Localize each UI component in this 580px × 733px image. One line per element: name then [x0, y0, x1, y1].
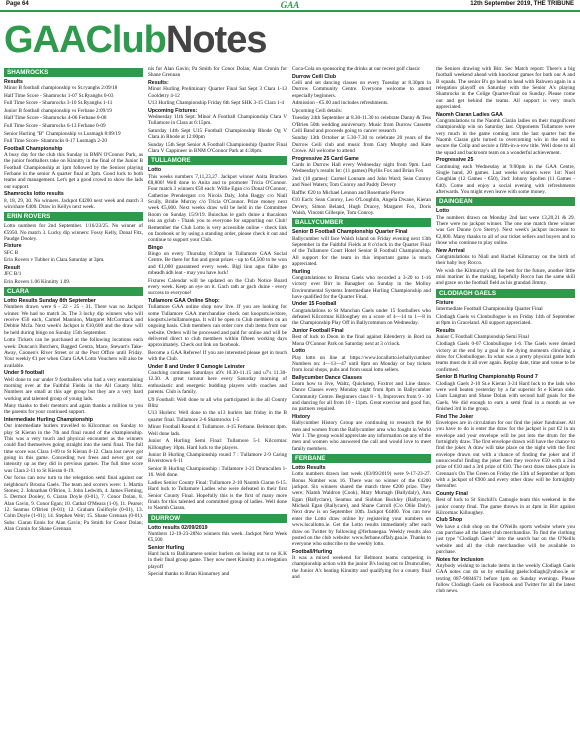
subheading: Lotto results 02/09/2019	[148, 524, 208, 531]
subheading: Intermediate Hurling Championship	[4, 417, 93, 423]
paragraph: Bingo on every Thursday 8:30pm in Tullamore GAA Social Centre. Be there for fun and great prizes - up to €4,500 to be won and €1,000 guaranteed every week. Bígí linn agus fáilte go mbeadh ádh leat - may you have luck!	[148, 251, 287, 277]
paragraph: Our intermediate hurlers travelled to Kilcormac on Sunday to play St Kieran in the 7th and final round of the championship. This was a very touch and physical encounter as the winners could find themselves going straight into the semi final. The full time score was Clara 1-09 to St Kieran 0-12. Clara lost never got going in this game. Conceding two frees and never got our intensity up as they did in previous games. The full time score was Clara 2-11 to St Kieran 0-19.	[4, 423, 143, 474]
paragraph: Junior B Hurling Championship round 7 : Tullamore 2-9 Caring Riverstown 6-11	[148, 452, 287, 465]
paragraph: 2nd: (10 games): Carmel Lonnam and John Ward; Sean Conroy and Noel Waters; Tom Conroy and Paddy Devery	[292, 175, 431, 189]
subheading: Find The Joker	[436, 413, 474, 420]
column-2	[148, 66, 287, 728]
paragraph: Our focus can now turn to the relegation semi final against our neighbour's Brosna Gaels. The team and scorers were: 1. Martin Stones; 2. Johnathan O'Brien, 3. John Ledwith, 4. James Fleming, 5. Dermot Dooley, 6. Ciaran Doyle (0-01), 7. Conor Dolan, 8. Alan Gavin, 9. Conor Egan; 10. Cathal O'Meara (1-0), 11. Pearse; 12. Seamus O'Brien (0-01); 12. Graham Guilfoyle (0-01), 13. Colm Doyle (1-01); 14. Stephen Weir; 15. Shane Grennan (0-01). Subs: Ciaran Ennis for Alan Gavin; Pa Smith for Conor Dolan; Alan Cronin for Shane Grennan	[4, 475, 143, 533]
subheading: Under 9 football	[4, 370, 44, 377]
subheading: Junior Football Final	[292, 327, 344, 334]
article-columns	[4, 66, 576, 728]
paragraph: Clodiagh Gaels 0-07 Clonbullogue 1-6. The Gaels were denied victory at the end by a goal in the dying moments clinching a draw for Clonbullogue. In what was a pretty physical game both teams must do it all over again. Replay date, time and venue to be confirmed.	[436, 341, 575, 373]
subheading: Shamrocks lotto results	[4, 191, 64, 198]
club-section-header: DAINGEAN	[436, 197, 575, 206]
paragraph: Full Time Score - Shamrocks 3-10 St.Ryanghs 1-11	[4, 100, 113, 107]
subheading: Football/Hurling	[292, 548, 333, 555]
page-title: GAAClubNotes	[4, 19, 267, 61]
subheading: Ballycumber Dance Classes	[292, 374, 363, 381]
paragraph: We have a club shop on the O'Neills sports website where you can purchase all the latest club merchandise. To find the clothing just type "Clodiagh Gaels" into the search bar on the O'Neills website and all the club merchandise will be available to purchase.	[436, 523, 575, 556]
paragraph: nis for Alan Gavin; Pa Smith for Conor Dolan; Alan Cronin for Shane Grennan	[148, 66, 287, 79]
paragraph: Become a GAA Referee! If you are interested please get in touch with the Club.	[148, 349, 287, 363]
paragraph: Ladies Senior County Final: Tullamore 2-10 Naomh Ciaran 6-15. Hard luck to Tullamore Ladies who were defeated in their first Senior County Final. Hopefully this is the first of many more finals for this talented and committed group of ladies. Well done to Naomh Ciaran.	[148, 479, 287, 512]
subheading: Fixture	[4, 243, 22, 250]
paragraph: U9 Football: Well done to all who participated in the all County Blitz	[148, 396, 287, 409]
subheading: County Final	[436, 490, 468, 497]
subheading: New Arrival	[436, 247, 465, 254]
paragraph: U13 Hurlers: Well done to the u13 hurlers last friday in the B quarter final. Tullamore 2-6 Shamrocks 1-5	[148, 410, 287, 423]
paragraph: Learn how to Jive, Waltz, Quickstep, Foxtrot and Line dance. Dance Classes every Monday night from 8pm in Ballycumber Community Centre. Beginners class 8 - 9, Improvers from 9 - 10 and dancing for all from 10 - 11pm. Great exercise and good fun, no partners required.	[292, 381, 431, 413]
subheading: Senior Hurling	[148, 544, 185, 551]
column-3	[292, 66, 431, 728]
paragraph: Ceili and set dancing classes on every Tuesday at 8.30pm in Durrow Community Centre. Everyone welcome to attend especially beginners.	[292, 79, 431, 99]
club-section-header: DURROW	[148, 514, 287, 523]
paragraph: Senior B Hurling Championship : Tullamore 1-21 Drumcullen 1-16. Well done.	[148, 465, 287, 479]
club-section-header: CLARA	[4, 287, 143, 296]
paragraph: SFC B	[4, 249, 19, 256]
paragraph: Play lotto on line at https://www.locallotto.ie/ballycumber/ Numbers on: 4—13—47 until 8pm on Monday or buy tickets from local shops, pubs and from usual lotto sellers.	[292, 354, 431, 374]
subheading: Lotto	[436, 208, 450, 215]
paragraph: Many thanks to their mentors and again thanks a million to you the parents for your continued support.	[4, 403, 143, 416]
paragraph: Upcoming Ceili details:	[292, 107, 343, 114]
paragraph: Admission - €5.00 and includes refreshments.	[292, 100, 389, 107]
subheading: Football Championship	[4, 145, 63, 152]
paragraph: The numbers drawn on Monday 2nd last were 13,20,21 & 29. There were no jackpot winner. The one one match three winner was Ger Dunne (c/o Sterry). Next week's jackpot increases to €2,800. Many thanks to all of our ticket sellers and buyers and to those who continue to play online.	[436, 214, 575, 246]
paragraph: Lotto Tickets can be purchased at the following locations each week: Duncan's Butchers, Bagged Centra, Mace, Stewart's Take-Away, Coonen's River Street or at the Post Office until Friday. Your weekly €1 per when Clara GAA Lotto Vouchers will also be available.	[4, 337, 143, 369]
subheading: Lotto	[292, 348, 306, 355]
subheading: Durrow Ceili Club	[292, 73, 337, 80]
paragraph: Senior Hurling "B" Championship vs Lusmagh 8:09/19	[4, 130, 121, 137]
paragraph: This weeks numbers 7,11,23,27. Jackpot winner Anita Bracken €8,800! Well done to Anita and to promoter Tricia O'Connor. Four match 3 winners €50 each: Willie Egan c/o Donal O'Connor, Catherine Prendergast c/o Nicola Daly, John Baggy c/o Niall Scully, Bridie Murray c/o Tricia O'Connor. Prize money next week €5,000. Next weeks draw will be held in the Committee Room on Sunday 15/9/19. Buiochas le gach duine a thacaíonn leis an gclub - Thank you to everyone for supporting our Club! Remember the Club Lotto is very accessible online - check link on facebook or by using a standing order, please check it out and continue to support your Club.	[148, 173, 287, 244]
paragraph: Raffle: €20 to Michael Lennon and Rosemarie Pierce	[292, 189, 405, 196]
paragraph: Lotto numbers drawn last week (03/09/2019) were 9-17-23-27. Bonus Number was 16. There was no winner of the €4200 jackpot. Six winners shared the match three €200 prize. They were; Niamh Waldron (Cook), Mary Murtagh (Ballydaly), Ann Egan (Ballyclare), Seamus and Siobhan Buckley (Ballycare), Micheál Egan (Ballycare), and Shane Carroll (C/o Ollie Daly). Next draw is on September 10th. Jackpot €4400. You can now enter the Lotto draw online by registering your numbers on www.locallotto.ie. Get the Lotto results immediately after each draw on Twitter by following @ferbanegaa. Weekly results also posted on the club website: www.ferbane.offaly.gaa.ie. Thanks to everyone who subscribe to the weekly lotto.	[292, 471, 431, 548]
subheading: Senior B Football Championship Quarter Final	[292, 229, 408, 236]
paragraph: the Seniors drawing with Birr. Sec Match report: There's a big football weekend ahead with knockout games for both our A and B squads. The senior B's go head to head with Rahwen again in a relegation playoff on Saturday with the Senior A's playing Shamrocks in the Colige Quarter-final on Sunday. Please come out and get behind the teams. All support is very much appreciated.	[436, 66, 575, 111]
paragraph: Wednesday 11th Sept: Minor A Football Championship Clara V Tullamore in Clara at 6:15pm.	[148, 113, 287, 127]
paragraph: Congratulations to Brosna Gaels who recorded a 3-20 to 1-16 victory over Birr in Banagher on Sunday in the Molloy Environmental Systems Intermediate Hurling Championship and have qualified for the Quarter Final.	[292, 274, 431, 300]
subheading: History	[292, 414, 311, 420]
paragraph: Half Time Score - Shamrocks 1-07 St.Ryanghs 0-03	[4, 92, 114, 99]
subheading: Lotto Results Sunday 8th September	[4, 298, 96, 305]
paragraph: Sunday 13th October at 5.30-7.30 to celebrate 20 years of the Durrow Ceili club and music from Gary Murphy and Kate Crowe. All welcome to attend	[292, 135, 431, 155]
paragraph: Continuing each Wednesday at 9:00pm in the GAA Centre, Single hand, 20 games. Last weeks winners were: 1st: Noel Coughlan (12 Games - €50), 2nd: Johnny Spollen (11 Games - €40). Come and enjoy a social evening with refreshments afterwards. You might even leave with some money.	[436, 163, 575, 195]
paragraph: 8, 18, 29, 30. No winners. Jackpot €4200 next week and match 3 win/share €400. Draw in Kellys next week.	[4, 197, 143, 210]
paragraph: Erin Rovers 1.06 Kinnitty 1.09.	[4, 278, 71, 285]
paragraph: We wish the Kilmurray's all the best for the future, another little mini mariner in the making, hopefully Rocco has the same skill and grace on the football field as his grandad Jimmy.	[436, 267, 575, 287]
paragraph: Numbers drawn were 6 - 22 - 25 - 31. There was no Jackpot winner. We had no match 3s. The 3 lucky dip winners who will receive €50 each, Carmel Mannion, Margaret McCormack and Debbie McIa. Next week's Jackpot is €10,600 and the draw will be held during bingo on Sunday 15th September.	[4, 304, 143, 336]
paragraph: Coca-Cola on sponsoring the drinks at our recent golf classic	[292, 66, 421, 72]
paragraph: JFC B/1	[4, 271, 22, 278]
paragraph: Hard luck to Ballinamere senior hurlers on losing out to no K.K in their final group game. They now meet Kinnitty in a relegation playoff	[148, 551, 287, 570]
subheading: Upcoming Fixtures:	[148, 107, 198, 114]
paragraph: Lotto numbers for 2nd September. 1/16/23/25. No winner of €5950. No match 3. Lucky dip winners: Fossy Kelly, Donal Fitz, Paudge Dooley.	[4, 223, 143, 242]
column-4	[436, 66, 575, 728]
section-label: GAA	[280, 0, 300, 10]
paragraph: Minor Football Round 4: Tullamore. 4-15 Ferbane. Belmont 4pm. Well done lads.	[148, 424, 287, 437]
club-section-header: FERBANE	[292, 454, 431, 463]
page-header	[0, 0, 580, 12]
club-section-header: ERIN ROVERS	[4, 212, 143, 221]
paragraph: Full Time Score - Shamrocks 6-13 Ferbane 0-09	[4, 123, 106, 129]
paragraph: Tuesday 24th September at 8.30-11.30 to celebrate Danny & Tess O'Brien 50th wedding anniversary. Music from Durrow Cassette Ceili Band and proceeds going to cancer research	[292, 115, 431, 134]
paragraph: Best of luck to Doon in the final against Edenderry in Bord na Mona O'Connor Park on Saturday next at 3 o'clock.	[292, 334, 431, 347]
paragraph: Numbers 12-19-23-28No winners this week. Jackpot Next Week €5,500	[148, 530, 287, 544]
paragraph: Envelopes are in circulation for our find the joker fundraiser. All you have to do is enter the draw for the jackpot is put €2 in an envelope and your envelope will be put into the drum for the fortnightly draw. The first envelope drawn will have the chance to find the joker. A draw will take place on the night with the first envelope drawn out with a chance of finding the joker and if unsuccessful finding the joker then they receive €50 with a 2nd prize of €10 and a 3rd prize of €10. The next draw takes place in Grennan's On The Green on Friday the 13th of September at 9pm with a jackpot of €900 and every other draw will be fortnightly thereafter.	[436, 419, 575, 490]
subheading: Lotto Results	[292, 465, 326, 472]
paragraph: Ballycumber History Group are continuing to research the 80 men and women from the Ballycumber area who fought in World War 1. The group would appreciate any information on any of the men and women who answered the call and would love to meet family members.	[292, 420, 431, 452]
subheading: Bingo	[148, 244, 163, 251]
subheading: Progressive 25	[436, 157, 474, 164]
page-number: Page 64	[6, 1, 29, 7]
paragraph: Junior C Football Championship Semi Final	[436, 333, 529, 340]
subheading: Under 15 Football	[292, 301, 337, 308]
paragraph: Congratulations to Niall and Rachel Kilmurray on the birth of their baby boy Rocco.	[436, 253, 575, 267]
subheading: Progressive 25 Card Game	[292, 155, 359, 162]
paragraph: Clodiagh Gaels 2-10 St.e Kieran 3-24 Hard luck to the lads who were well beaten yesterday by a far superior St e Kieran side. Liam Langtun and Shane Dolan with second half goals for the Gaels. We did enough to earn a semi final in a month as we finished 3rd in the group.	[436, 380, 575, 412]
club-section-header: TULLAMORE	[148, 156, 287, 165]
subheading: Results	[436, 327, 455, 334]
paragraph: Anybody wishing to include items in the weekly Clodiagh Gaels GAA notes can do so by emailing gaelsclodiagh@yahoo.ie or texting 087-9684671 before 1pm on Sunday evenings. Please follow Clodiagh Gaels on Facebook and Twitter for all the latest club news.	[436, 563, 575, 595]
subheading: Club Shop	[436, 517, 463, 524]
paragraph: It was a mixed weekend for Belmont teams competing in championship action with the junior B's losing out to Drumcullen, the Junior A's beating Kinnitty and qualifying for a county final and	[292, 555, 431, 581]
paragraph: Coaching continues Saturdays u9's 10.30-11.15 and u7's 11.30-12.30. A great turnout here every Saturday morning of enthusiastic and energetic budding players with coaches and parents. Club is family.	[148, 370, 287, 396]
paragraph: A busy day for the club this Sunday in BMN O'Connor Park, as the junior footballers take on Kinnitty in the final of the Junior B Football Championship at 1pm followed by the Seniors playing Ferbane in the senior A quarter final at 3pm. Good luck to both teams and management. Let's get a good crowd to show the lads our support.	[4, 151, 143, 190]
paragraph: Best of luck to St Sinchill's Camogie team this weekend in the junior county final. The game throws in at 4pm in Birr against Kilcormac Killoughey.	[436, 497, 575, 516]
club-section-header: SHAMROCKS	[4, 68, 143, 77]
club-section-header: BALLYCUMBER	[292, 218, 431, 227]
subheading: Lotto	[148, 167, 162, 174]
paragraph: Congratulations to the Naomh Ciarán ladies on their magnificent championship win on Saturday last. Opponents Tullamore were very much in the game coming into the last quarter but the Naomh Ciaran girls turned to overcoming win in the end to secure the Colip and secure a fifth-in-a-row title. Well done to all the squad and backroom team on a wonderful achievement.	[436, 117, 575, 156]
subheading: Notes for Inclusion	[436, 556, 484, 563]
issue-date: 12th September 2019, THE TRIBUNE	[470, 1, 574, 7]
paragraph: Junior A Hurling Semi Final: Tullamore 5-1 Kilcormac Killoughey 10pts. Hard luck to the players.	[148, 438, 287, 451]
paragraph: Ballycumber will face Walsh Island on Friday evening next 13th September in the Faithful Fields at 8 o'clock in the Quarter Final of the Tullamore Court Hotel Senior B Football Championship. All support for the team in this important game is much appreciated.	[292, 235, 431, 267]
paragraph: Cards in Durrow Hall every Wednesday night from 9pm. Last Wednesday's results Ist: (11 games) Phyllis Fox and Brian Fox	[292, 161, 431, 175]
paragraph: Fixtures Calendar will be updated on the Club Notice Board every week. Keep an eye on it. Gach rath ar gach duine - every success to everyone!	[148, 277, 287, 297]
paragraph: Special thanks to Brian Kinnarney and	[148, 571, 230, 578]
subheading: Fixture	[436, 299, 454, 306]
paragraph: Well done to our under 9 footballers who had a very entertaining morning over at the Faithful Fields in the All County blitz. Numbers are small at this age group but they are a very hard working and talented group of young lads.	[4, 376, 143, 402]
paragraph: Tullamore GAA online shop now live. If you are looking for some Tullamore GAA merchandise check out koopsrts.ie/store, koopsrts.ie/tullamoregaa. It will be open to Club members on an ongoing basis. Club members can order core club items from our website. Orders will be processed and paid for online and will be delivered direct to club members within fifteen working days approximately. Check out link on facebook.	[148, 304, 287, 349]
paragraph: Saturday 14th Sept U15 Football Championship Rhode Og V Clara in Rhode at 12:00pm	[148, 127, 287, 141]
paragraph: Minor B football championship vs St.ryanghs 2:09/18	[4, 85, 118, 92]
paragraph: Minor Hurling Preliminary Quarter Final Sat Sept 3 Clara 1-13 Cooldetry 4-12	[148, 86, 287, 99]
subheading: Naomh Ciaran Ladies GAA	[436, 111, 503, 118]
paragraph: Erin Rovers v Tubber in Clara Saturday at 3pm.	[4, 257, 105, 264]
paragraph: €10 Each: Sean Conroy, Leo O'Loughlin, Angela Dwane, Kieran Devery, Simon Beland, Hugh Dracey, Margaret Fox, Doris Walsh, Vincent Gillespie, Tom Conroy.	[292, 197, 431, 216]
paragraph: Clodiagh Gaels vs Clonbullogue is on Friday 14th of September at 8pm in Graceland. All support appreciated.	[436, 313, 575, 326]
subheading: Under 8 and Under 9 Camogie Leinster	[148, 363, 245, 370]
club-section-header: CLODIAGH GAELS	[436, 289, 575, 298]
paragraph: Intermediate Football Championship Quarter Final	[436, 306, 543, 313]
paragraph: Junior B football championship vs Ferbane 2:09/19	[4, 107, 112, 114]
subheading: Result	[4, 264, 21, 271]
subheading: Senior B Hurling Championship Round 7	[436, 374, 538, 381]
title-banner	[4, 16, 576, 64]
paragraph: U13 Hurling Championship Friday 6th Sept SHK 3-15 Clara 1-4	[148, 100, 285, 107]
subheading: Results:	[148, 79, 169, 86]
paragraph: Half Time Score - Shamrocks 4-06 Ferbane 0-08	[4, 115, 107, 122]
column-1	[4, 66, 143, 728]
paragraph: Full Time Score- Shamrocks 0-17 Lusmagh 2-20	[4, 138, 107, 145]
subheading: Hurling	[292, 268, 311, 275]
subheading: Results	[4, 79, 23, 85]
paragraph: Congratulations to St Manchan Gaels under 15 footballers who defeated Kilcormac Killoughey on a score of 4—14 to 1—8 in the Championship Play Off in Ballycommon on Wednesday.	[292, 307, 431, 327]
paragraph: Sunday 15th Sept Senior A Football Championship Quarter Final Clara V Cappineer in BNM O'Connor Park at 4:30pm.	[148, 141, 287, 155]
subheading: Tullamore GAA Online Shop:	[148, 297, 220, 304]
